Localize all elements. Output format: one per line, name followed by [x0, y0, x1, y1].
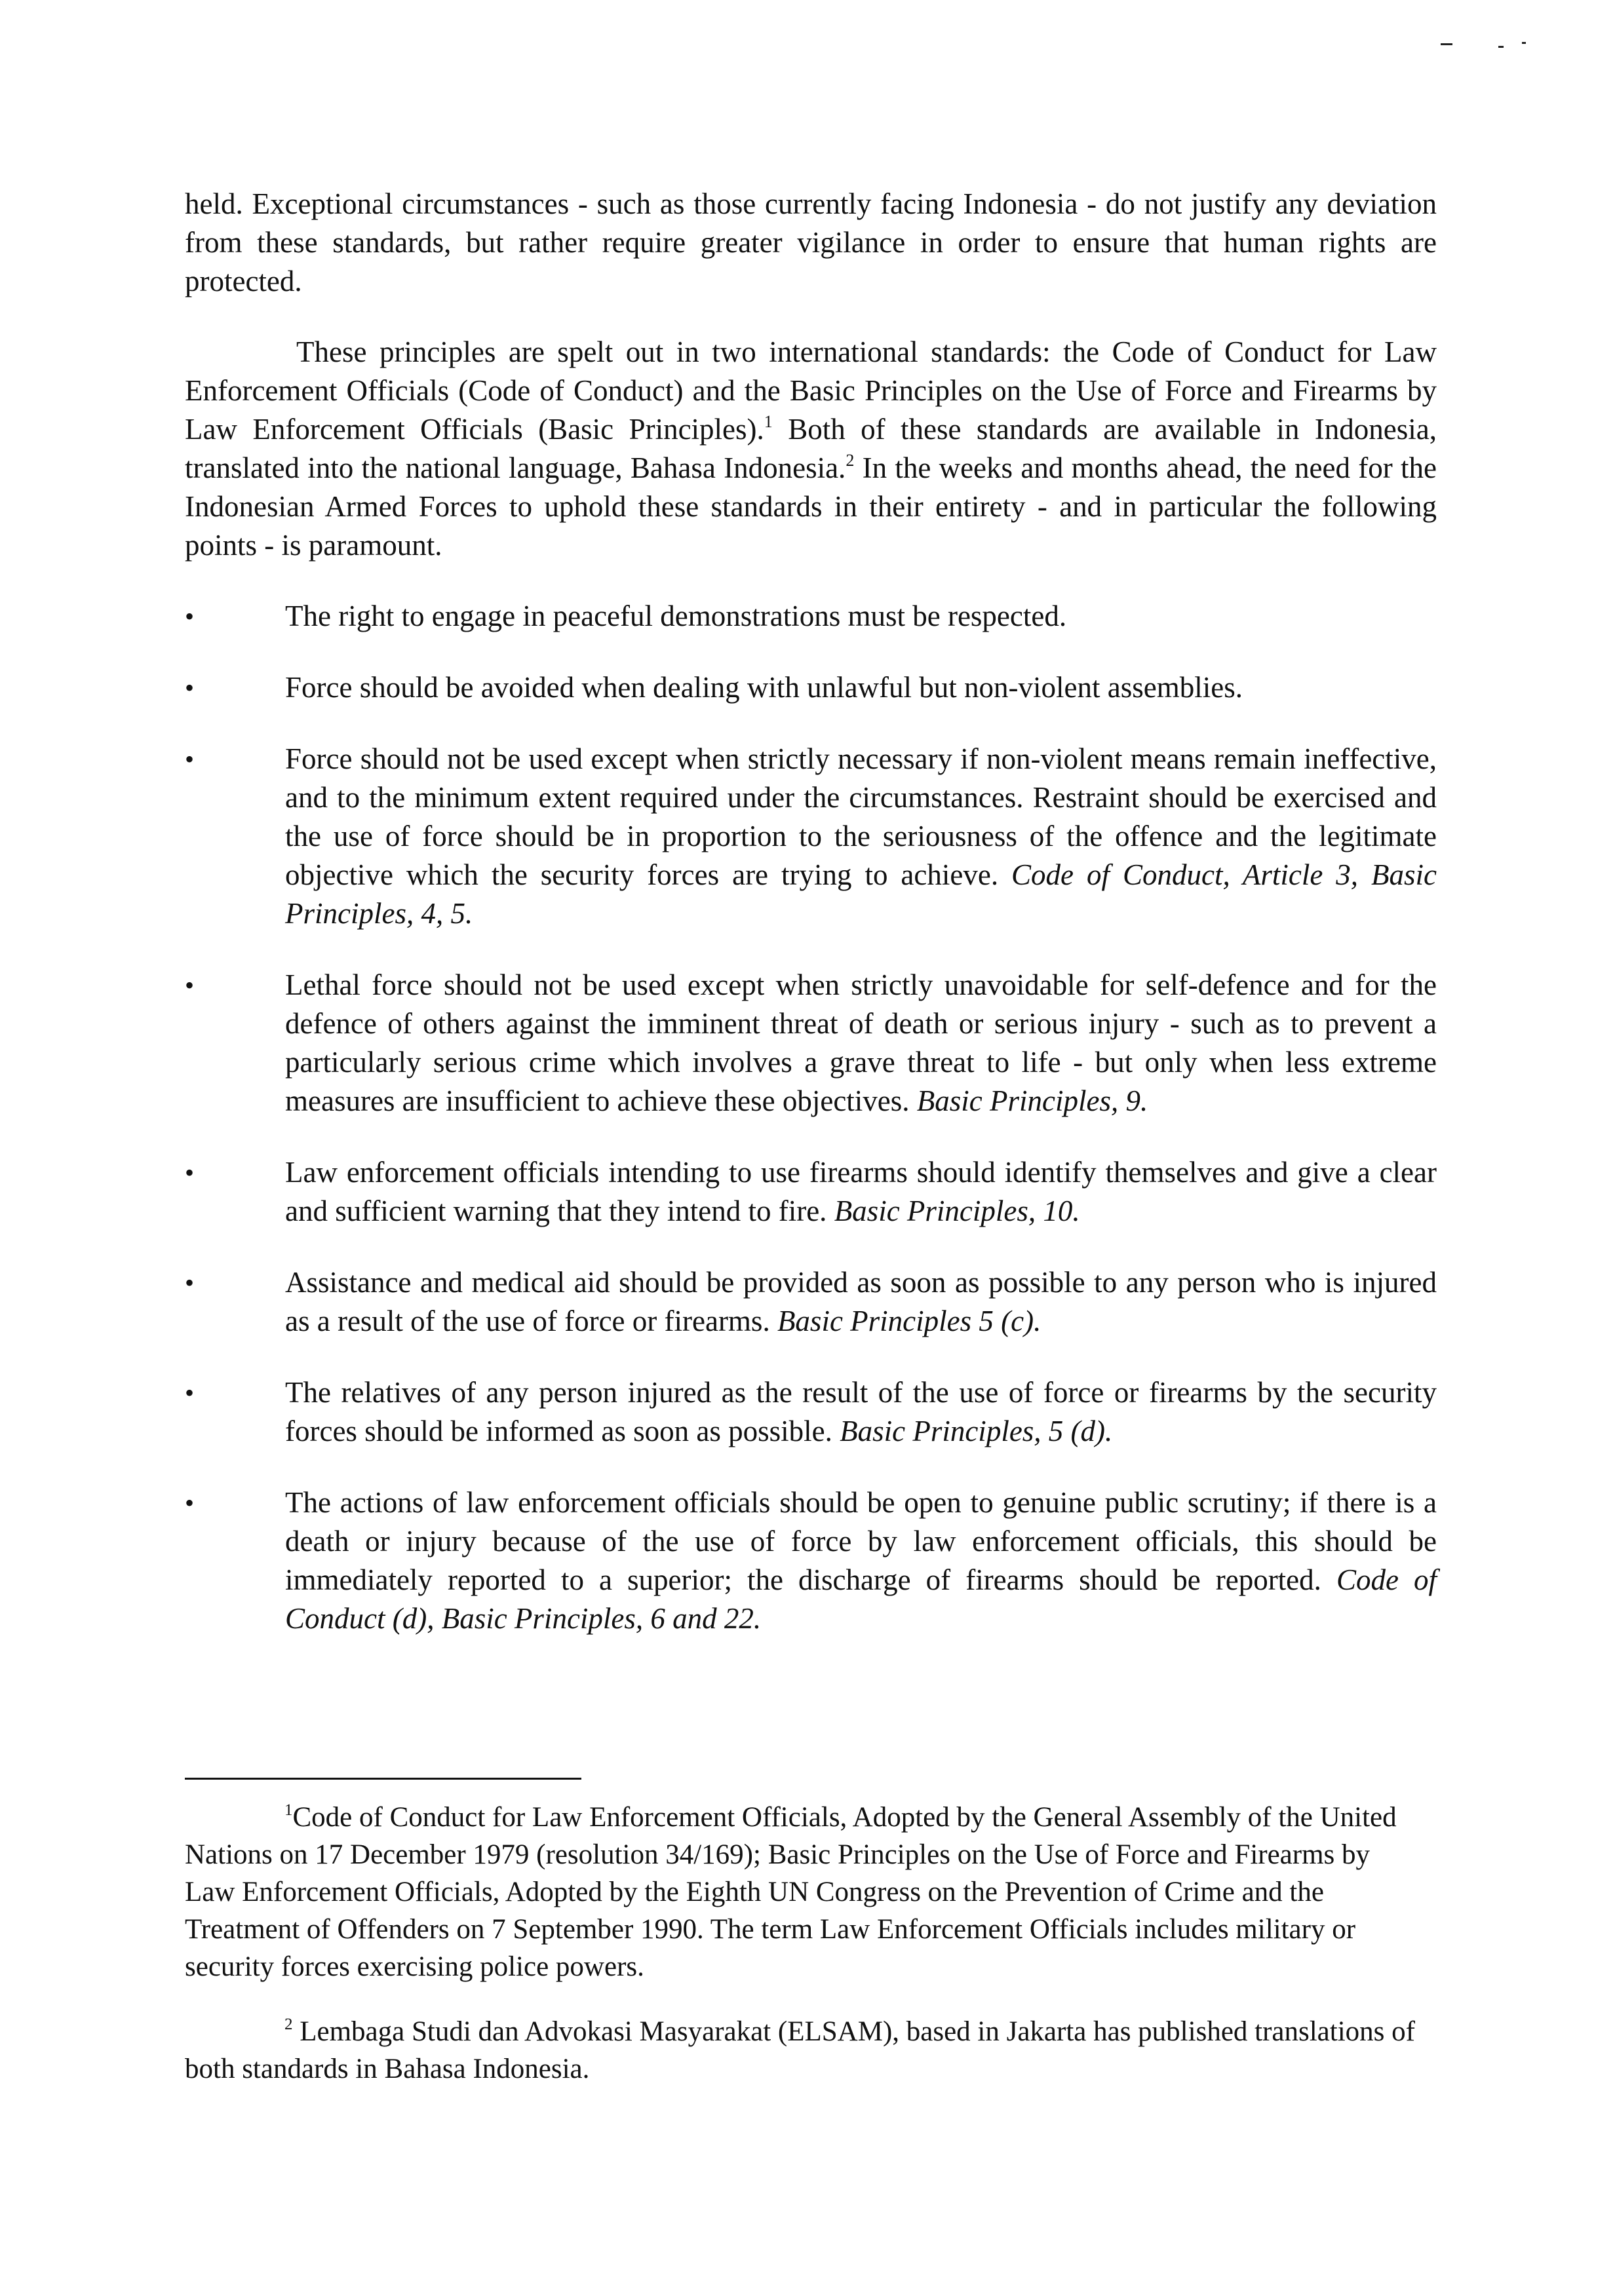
list-item — [185, 1373, 1437, 1451]
document-body — [185, 185, 1437, 1671]
list-item — [185, 1153, 1437, 1231]
scan-artifact — [1522, 42, 1526, 44]
bullet-icon: • — [185, 1488, 195, 1518]
citation: Basic Principles, 9. — [916, 1084, 1148, 1117]
paragraph-continuation: held. Exceptional circumstances - such as those currently facing Indonesia - do not justify any deviation from these standards, but rather require greater vigilance in order to ensure that human rights are protected. — [185, 187, 1437, 297]
bullet-icon: • — [185, 602, 195, 631]
footnote-separator — [185, 1778, 581, 1780]
list-item-text: Law enforcement officials intending to use firearms should identify themselves and give a clear and sufficient warning that they intend to fire. — [285, 1156, 1437, 1227]
bullet-icon: • — [185, 970, 195, 1000]
scan-artifact — [1441, 43, 1452, 45]
citation: Code of Conduct (d), Basic Principles, 6 and 22. — [285, 1563, 1437, 1635]
list-item — [185, 597, 1437, 636]
list-item — [185, 966, 1437, 1120]
citation: Code of Conduct, Article 3, Basic Principles, 4, 5. — [285, 858, 1437, 930]
footnotes — [185, 1799, 1417, 2115]
footnote-1 — [185, 1799, 1417, 1985]
list-item-text: The right to engage in peaceful demonstrations must be respected. — [285, 600, 1067, 632]
bullet-icon: • — [185, 1378, 195, 1407]
footnote-text: Code of Conduct for Law Enforcement Officials, Adopted by the General Assembly of the United Nations on 17 December 1979 (resolution 34/169); Basic Principles on the Use of Force and Firearms by Law Enforcement Officials, Adopted by the Eighth UN Congress on the Prevention of Crime and the Treatment of Offenders on 7 September 1990. The term Law Enforcement Officials includes military or security forces exercising police powers. — [185, 1802, 1397, 1982]
bullet-icon: • — [185, 1268, 195, 1297]
list-item — [185, 740, 1437, 933]
list-item — [185, 668, 1437, 707]
paragraph-text: In the weeks and months ahead, the need for the Indonesian Armed Forces to uphold these standards in their entirety - and in particular the following points - is paramount. — [185, 451, 1437, 562]
list-item-text: Force should not be used except when strictly necessary if non-violent means remain ineffective, and to the minimum extent required under the circumstances. Restraint should be exercised and the use of force should be in proportion to the seriousness of the offence and the legitimate objective which the security forces are trying to achieve. — [285, 742, 1437, 891]
footnote-ref-1[interactable]: 1 — [764, 412, 773, 431]
citation: Basic Principles, 10. — [834, 1195, 1080, 1227]
footnote-marker: 1 — [284, 1801, 293, 1819]
bullet-icon: • — [185, 744, 195, 774]
list-item — [185, 1483, 1437, 1638]
bullet-icon: • — [185, 673, 195, 702]
citation: Basic Principles 5 (c). — [777, 1305, 1041, 1337]
scan-artifact — [1498, 46, 1504, 48]
citation: Basic Principles, 5 (d). — [840, 1415, 1113, 1447]
list-item-text: Lethal force should not be used except when strictly unavoidable for self-defence and for the defence of others against the imminent threat of death or serious injury - such as to prevent a particularly serious crime which involves a grave threat to life - but only when less extreme measures are insufficient to achieve these objectives. — [285, 968, 1437, 1117]
list-item-text: The relatives of any person injured as the result of the use of force or firearms by the security forces should be informed as soon as possible. — [285, 1376, 1437, 1447]
list-item-text: Assistance and medical aid should be provided as soon as possible to any person who is injured as a result of the use of force or firearms. — [285, 1266, 1437, 1337]
footnote-marker: 2 — [284, 2016, 293, 2033]
list-item — [185, 1263, 1437, 1341]
principles-list — [185, 597, 1437, 1638]
bullet-icon: • — [185, 1158, 195, 1187]
list-item-text: The actions of law enforcement officials should be open to genuine public scrutiny; if there is a death or injury because of the use of force by law enforcement officials, this should be immediately reported to a superior; the discharge of firearms should be reported. — [285, 1486, 1437, 1596]
paragraph-text: These principles are spelt out in two international standards: the Code of Conduct for Law Enforcement Officials (Code of Conduct) and the Basic Principles on the Use of Force and Firearms by Law Enforcement Officials (Basic Principles). — [185, 335, 1437, 446]
paragraph-standards — [185, 333, 1437, 565]
footnote-text: Lembaga Studi dan Advokasi Masyarakat (ELSAM), based in Jakarta has published translations of both standards in Bahasa Indonesia. — [185, 2016, 1415, 2084]
footnote-ref-2[interactable]: 2 — [846, 451, 855, 470]
footnote-2 — [185, 2013, 1417, 2088]
paragraph-text: Both of these standards are available in Indonesia, translated into the national language, Bahasa Indonesia. — [185, 413, 1437, 484]
list-item-text: Force should be avoided when dealing with unlawful but non-violent assemblies. — [285, 671, 1243, 704]
